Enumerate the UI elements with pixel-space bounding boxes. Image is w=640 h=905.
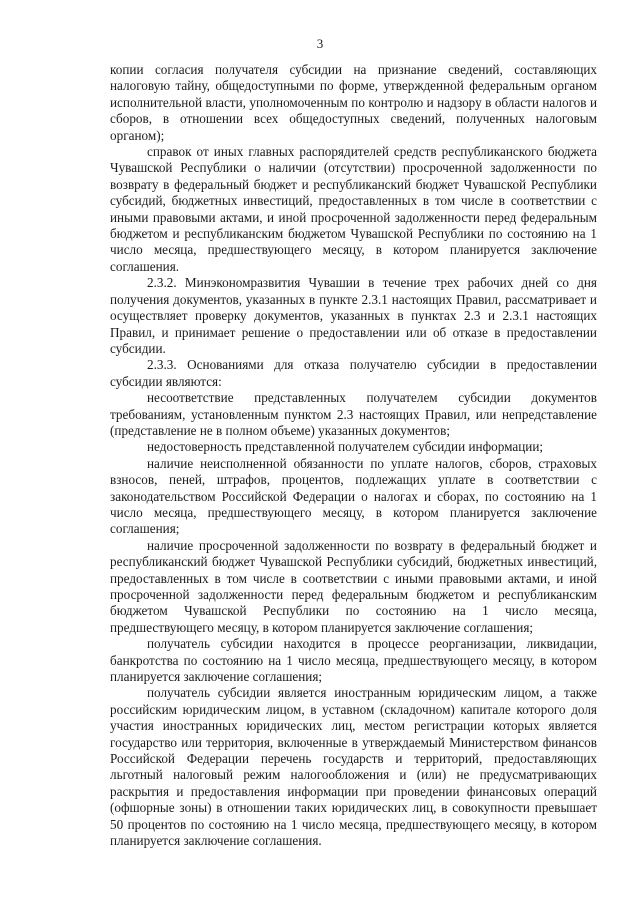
document-body [110, 62, 597, 850]
paragraph-1: копии согласия получателя субсидии на признание сведений, составляющих налоговую тайну, общедоступными по форме, утвержденной федеральным органом исполнительной власти, уполномоченным по контролю и надзору в области налогов и сборов, в отношении всех общедоступных сведений, полученных налоговым органом); [110, 62, 597, 143]
page-number: 3 [316, 36, 324, 51]
paragraph-4: 2.3.3. Основаниями для отказа получателю субсидии в предоставлении субсидии являются: [110, 357, 597, 389]
paragraph-10: получатель субсидии является иностранным юридическим лицом, а также российским юридическим лицом, в уставном (складочном) капитале которого доля участия иностранных юридических лиц, местом регистрации которых является государство или территория, включенные в утверждаемый Министерством финансов Российской Федерации перечень государств и территорий, предоставляющих льготный налоговый режим налогообложения и (или) не предусматривающих раскрытия и предоставления информации при проведении финансовых операций (офшорные зоны) в отношении таких юридических лиц, в совокупности превышает 50 процентов по состоянию на 1 число месяца, предшествующего месяцу, в котором планируется заключение соглашения. [110, 685, 597, 849]
paragraph-7: наличие неисполненной обязанности по уплате налогов, сборов, страховых взносов, пеней, штрафов, процентов, подлежащих уплате в соответствии с законодательством Российской Федерации о налогах и сборах, по состоянию на 1 число месяца, предшествующего месяцу, в котором планируется заключение соглашения; [110, 455, 597, 537]
paragraph-9: получатель субсидии находится в процессе реорганизации, ликвидации, банкротства по состоянию на 1 число месяца, предшествующего месяцу, в котором планируется заключение соглашения; [110, 636, 597, 685]
paragraph-2: справок от иных главных распорядителей средств республиканского бюджета Чувашской Республики о наличии (отсутствии) просроченной задолженности по возврату в федеральный бюджет и республиканский бюджет Чувашской Республики субсидий, бюджетных инвестиций, предоставленных в том числе в соответствии с иными правовыми актами, и иной просроченной задолженности перед федеральным бюджетом и республиканским бюджетом Чувашской Республики по состоянию на 1 число месяца, предшествующего месяцу, в котором планируется заключение соглашения. [110, 144, 597, 274]
paragraph-6: недостоверность представленной получателем субсидии информации; [147, 439, 544, 455]
paragraph-5: несоответствие представленных получателем субсидии документов требованиям, установленным пунктом 2.3 настоящих Правил, или непредставление (представление не в полном объеме) указанных документов; [110, 390, 597, 438]
paragraph-8: наличие просроченной задолженности по возврату в федеральный бюджет и республиканский бюджет Чувашской Республики субсидий, бюджетных инвестиций, предоставленных в том числе в соответствии с иными правовыми актами, и иной просроченной задолженности перед федеральным бюджетом и республиканским бюджетом Чувашской Республики по состоянию на 1 число месяца, предшествующего месяцу, в котором планируется заключение соглашения; [110, 537, 597, 635]
paragraph-3: 2.3.2. Минэкономразвития Чувашии в течение трех рабочих дней со дня получения документов, указанных в пункте 2.3.1 настоящих Правил, рассматривает и осуществляет проверку документов, указанных в пунктах 2.3 и 2.3.1 настоящих Правил, и принимает решение о предоставлении или об отказе в предоставлении субсидии. [110, 275, 597, 356]
